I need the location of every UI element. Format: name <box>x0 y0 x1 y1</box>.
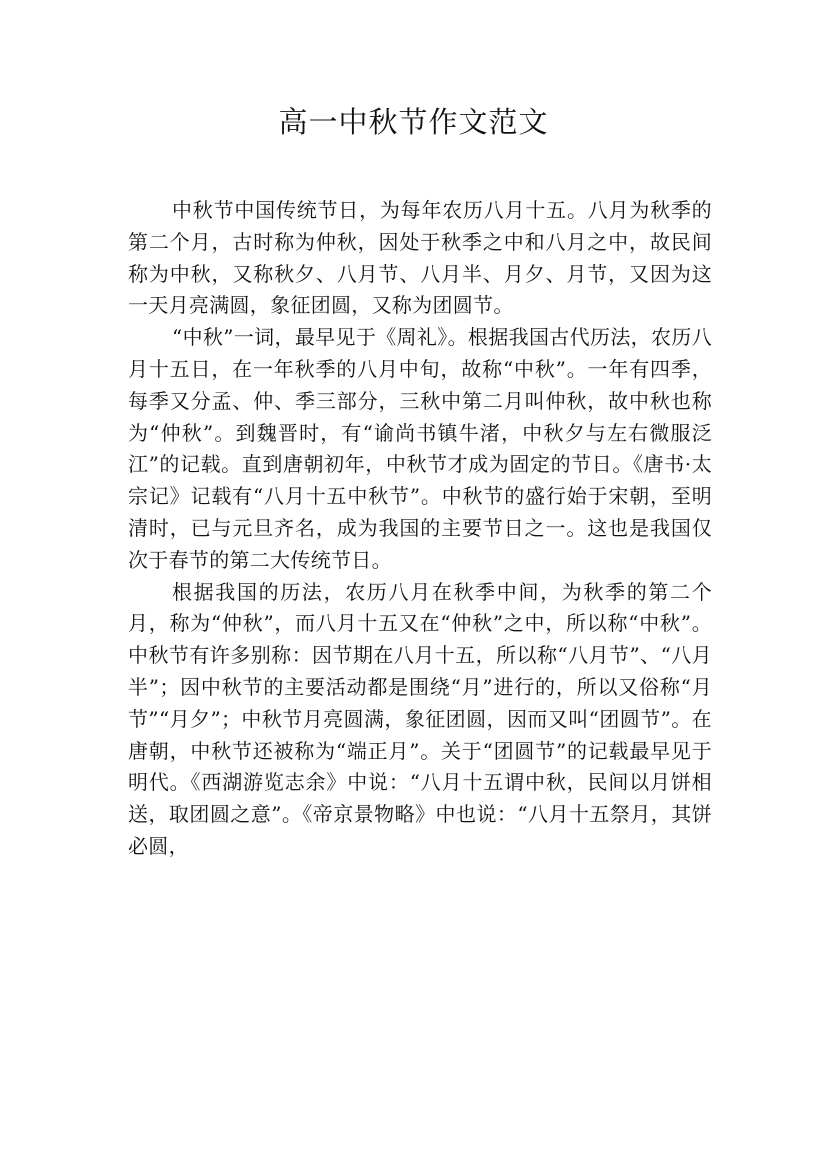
document-title: 高一中秋节作文范文 <box>278 105 549 139</box>
paragraph-3: 根据我国的历法，农历八月在秋季中间，为秋季的第二个月，称为“仲秋”，而八月十五又在“仲秋”之中，所以称“中秋”。中秋节有许多别称：因节期在八月十五，所以称“八月节”、“八月半”；因中秋节的主要活动都是围绕“月”进行的，所以又俗称“月节”“月夕”；中秋节月亮圆满，象征团圆，因而又叫“团圆节”。在唐朝，中秋节还被称为“端正月”。关于“团圆节”的记载最早见于明代。《西湖游览志余》中说：“八月十五谓中秋，民间以月饼相送，取团圆之意”。《帝京景物略》中也说：“八月十五祭月，其饼必圆， <box>128 579 712 858</box>
paragraph-2: “中秋”一词，最早见于《周礼》。根据我国古代历法，农历八月十五日，在一年秋季的八月中旬，故称“中秋”。一年有四季，每季又分孟、仲、季三部分，三秋中第二月叫仲秋，故中秋也称为“仲秋”。到魏晋时，有“谕尚书镇牛渚，中秋夕与左右微服泛江”的记载。直到唐朝初年，中秋节才成为固定的节日。《唐书·太宗记》记载有“八月十五中秋节”。中秋节的盛行始于宋朝，至明清时，已与元旦齐名，成为我国的主要节日之一。这也是我国仅次于春节的第二大传统节日。 <box>128 325 712 572</box>
document-body <box>128 195 712 863</box>
paragraph-1: 中秋节中国传统节日，为每年农历八月十五。八月为秋季的第二个月，古时称为仲秋，因处于秋季之中和八月之中，故民间称为中秋，又称秋夕、八月节、八月半、月夕、月节，又因为这一天月亮满圆，象征团圆，又称为团圆节。 <box>128 198 712 318</box>
